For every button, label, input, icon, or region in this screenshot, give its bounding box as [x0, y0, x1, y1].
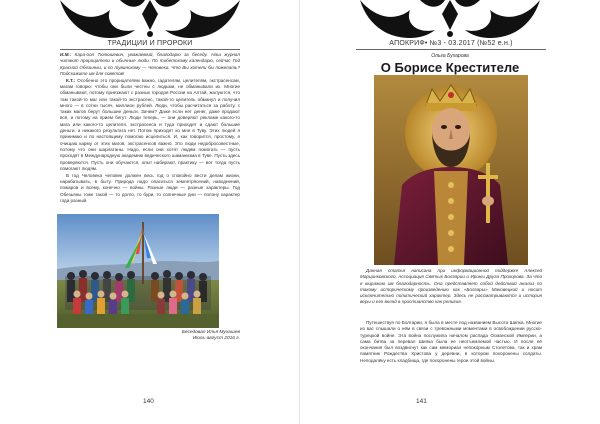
paragraph-question [60, 52, 240, 77]
photo-caption [150, 330, 240, 342]
saint-icon-painting [374, 75, 528, 265]
page-number-left: 140 [143, 398, 154, 405]
running-head-right: АПОКРИФ• №3 - 03.2017 (№52 е.н.) [356, 40, 546, 50]
paragraph-text: Кара-оол Тюлюшевич, уважаемый, благодарю за беседу. Наш журнал читают прорицатели и обычные люди. По тибетскому календарю, сейчас Год Красной Обезьяны, и по тувинскому — Человека. Что Вы хотели бы пожелать? Подскажите им для советов! [60, 52, 240, 76]
running-head-left: ТРАДИЦИИ И ПРОРОКИ [60, 40, 240, 50]
left-body-text [60, 52, 240, 205]
caption-line: Беседовал Илья Мухашев [181, 330, 240, 335]
right-body-text [360, 320, 542, 365]
speaker-label: К.Т.: [66, 77, 76, 83]
top-ornament-right [300, 0, 600, 40]
top-ornament-left [0, 0, 300, 40]
paragraph-closing [60, 173, 240, 204]
article-author: Ольга Бухарова [431, 53, 469, 59]
page-number-right: 141 [416, 398, 427, 405]
paragraph-answer [60, 78, 240, 172]
paragraph-text: В год Человека человек должен весь год о спокойно вести делам жизни, нарабатывать, в быту. Природа надо опасаться землетрясений, наводнений, пожаров и всему, конечно — войны. Разные люди — разные характеры. Год Обезьяны тоже такой — то долго, то бури, то солнечные дни — полону характер года разный. [60, 172, 240, 203]
caption-line: Июль-август 2016 г. [192, 336, 240, 342]
group-photo [57, 214, 219, 328]
paragraph-text: Путешествуя по Болгарии, я была в месте под названием Высота Шипка. Многие из вас слышали о нём в связи с тревожными моментами в освобождении русско-турецкой войне. Эта война послужила началом распада Османской Империи, а сама битва за перевал Шипка была ее неотъемлемой частью. И после её окончания был воздвигнут как сам мемориал непокорным Столетова, так и храм памятник Рождества Христова у деревни, в котором похоронены солдаты. Неподалёку есть кладбища, где похоронены герои этой войны. [360, 320, 542, 363]
article-title: О Борисе Крестителе [380, 60, 520, 75]
paragraph-text: Данная статья написана при информационной поддержке Алексей Марцинковского, Ассоциация Святых Болгарии и Ирины Друга Прохорова. За что я выражаю им благодарность. Она представляет собой действий анализ по такому историческому произведению как «Болгары» Маковецкий и носит исключительно политический характер. Здесь не рассматриваются и история веры и его вклад в христианство как религия. [360, 268, 542, 305]
intro-note [360, 268, 542, 306]
speaker-label: И.М.: [60, 52, 72, 57]
right-page [300, 0, 600, 424]
paragraph-text: Особенно это прорицателям важно, гадателям, целителям, экстрасенсам, магам говорю: чтобы они были честны с людьми, не обманывали их. Многие обманывают, потому приезжают с разных городов России на Алтай, жалуются, что там такой-то маг или такой-то экстрасенс, такой-то целитель обманул и получил много — в сотни тысяч, миллион рублей. Люди, чтобы расчитаться за работу, с таких магов берут большие деньги. Зачем? Даже если нет денег, даже продают всё, и потому на прием бегут. Люди теперь, — они доверяют рекламе какого-то мага или какого-то целителя, экстрасенса и туда приходят и сдают большие деньги, а никакого результата нет. Потом приходят ко мне в Туву. Этих людей я принимаю и по настоящему помогаю исцелиться. И, как говорится, простому, я очищаю карму от этих магов, экстрасенсов важно. Это люди недобросовестные, потому что они шарлатаны. Надо, если они хотят людям помогать — пусть проходят в Международную академию ведического шаманизма в Туве. Пусть здесь проверяются. Пусть они обучаются, опыт набирают, практику — вот тогда пусть помогают людям. [60, 77, 240, 171]
